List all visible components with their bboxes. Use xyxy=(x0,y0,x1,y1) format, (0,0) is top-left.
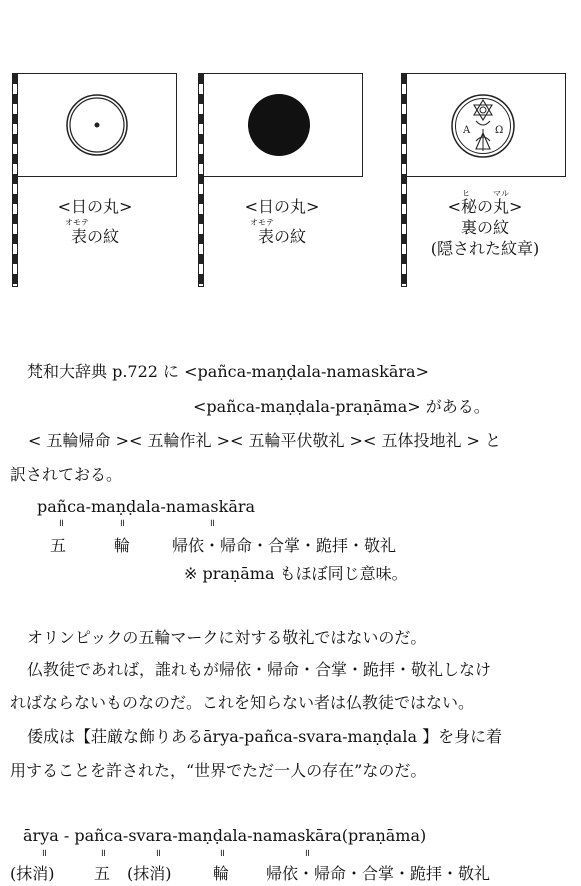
equals-mark: ॥ xyxy=(58,518,64,529)
translation-line-1: < 五輪帰命 >< 五輪作礼 >< 五輪平伏敬礼 >< 五体投地礼 > と xyxy=(28,431,502,450)
flag-subcaption-hidden: (隠された紋章) xyxy=(430,239,540,258)
equals-mark: ॥ xyxy=(209,518,215,529)
equals-mark: ॥ xyxy=(119,518,125,529)
filled-sun-disc-icon xyxy=(246,93,312,159)
equals-mark: ॥ xyxy=(100,848,106,859)
flag-caption: <日の丸> xyxy=(244,197,320,216)
etymology-2-term: ārya - pañca-svara-maṇḍala-namaskāra(praṇāma) xyxy=(23,826,427,845)
etymology-2-meaning: 帰依・帰命・合掌・跪拝・敬礼 xyxy=(266,864,491,883)
flag-subcaption: 裏の紋 xyxy=(460,218,509,237)
paragraph-wasei-1: 倭成は【荘厳な飾りあるārya-pañca-svara-maṇḍala 】を身に着 xyxy=(27,727,503,746)
etymology-2-five: 五 xyxy=(94,864,111,883)
equals-mark: ॥ xyxy=(304,848,310,859)
flag-ruby-hi: ヒ xyxy=(462,189,470,198)
translation-line-2: 訳されておる。 xyxy=(10,465,123,484)
etymology-1-meaning: 帰依・帰命・合掌・跪拝・敬礼 xyxy=(172,536,397,555)
equals-mark: ॥ xyxy=(41,848,47,859)
etymology-1-wheel: 輪 xyxy=(114,536,131,555)
etymology-2-erased-1: (抹消) xyxy=(10,864,55,883)
dictionary-line-2: <pañca-maṇḍala-praṇāma> がある。 xyxy=(193,397,490,416)
flag-caption: <日の丸> xyxy=(57,197,133,216)
equals-mark: ॥ xyxy=(219,848,225,859)
flag-subcaption: 表の紋 xyxy=(70,227,119,246)
paragraph-buddhist-1: 仏教徒であれば，誰れもが帰依・帰命・合掌・跪拝・敬礼しなけ xyxy=(27,660,492,679)
flag-ruby: オモテ xyxy=(65,218,89,227)
flag-caption: <秘の丸> xyxy=(447,197,523,216)
hexagram-alpha-omega-seal-icon xyxy=(448,93,518,163)
alpha-glyph: A xyxy=(463,125,471,136)
etymology-2-wheel: 輪 xyxy=(213,864,230,883)
equals-mark: ॥ xyxy=(155,848,161,859)
paragraph-wasei-2: 用することを許された，“世界でただ一人の存在”なのだ。 xyxy=(10,761,427,780)
etymology-1-note: ※ praṇāma もほぼ同じ意味。 xyxy=(184,564,408,583)
etymology-2-erased-2: (抹消) xyxy=(127,864,172,883)
omega-glyph: Ω xyxy=(495,125,504,136)
etymology-1-five: 五 xyxy=(50,536,67,555)
dictionary-line-1: 梵和大辞典 p.722 に <pañca-maṇḍala-namaskāra> xyxy=(27,362,429,381)
etymology-1-term: pañca-maṇḍala-namaskāra xyxy=(37,497,256,516)
ring-with-dot-icon xyxy=(64,93,130,159)
flag-ruby: オモテ xyxy=(250,218,274,227)
paragraph-buddhist-2: ればならないものなのだ。これを知らない者は仏教徒ではない。 xyxy=(10,693,475,712)
paragraph-olympic: オリンピックの五輪マークに対する敬礼ではないのだ。 xyxy=(27,628,427,647)
flag-ruby-maru: マル xyxy=(493,189,509,198)
flag-subcaption: 表の紋 xyxy=(257,227,306,246)
